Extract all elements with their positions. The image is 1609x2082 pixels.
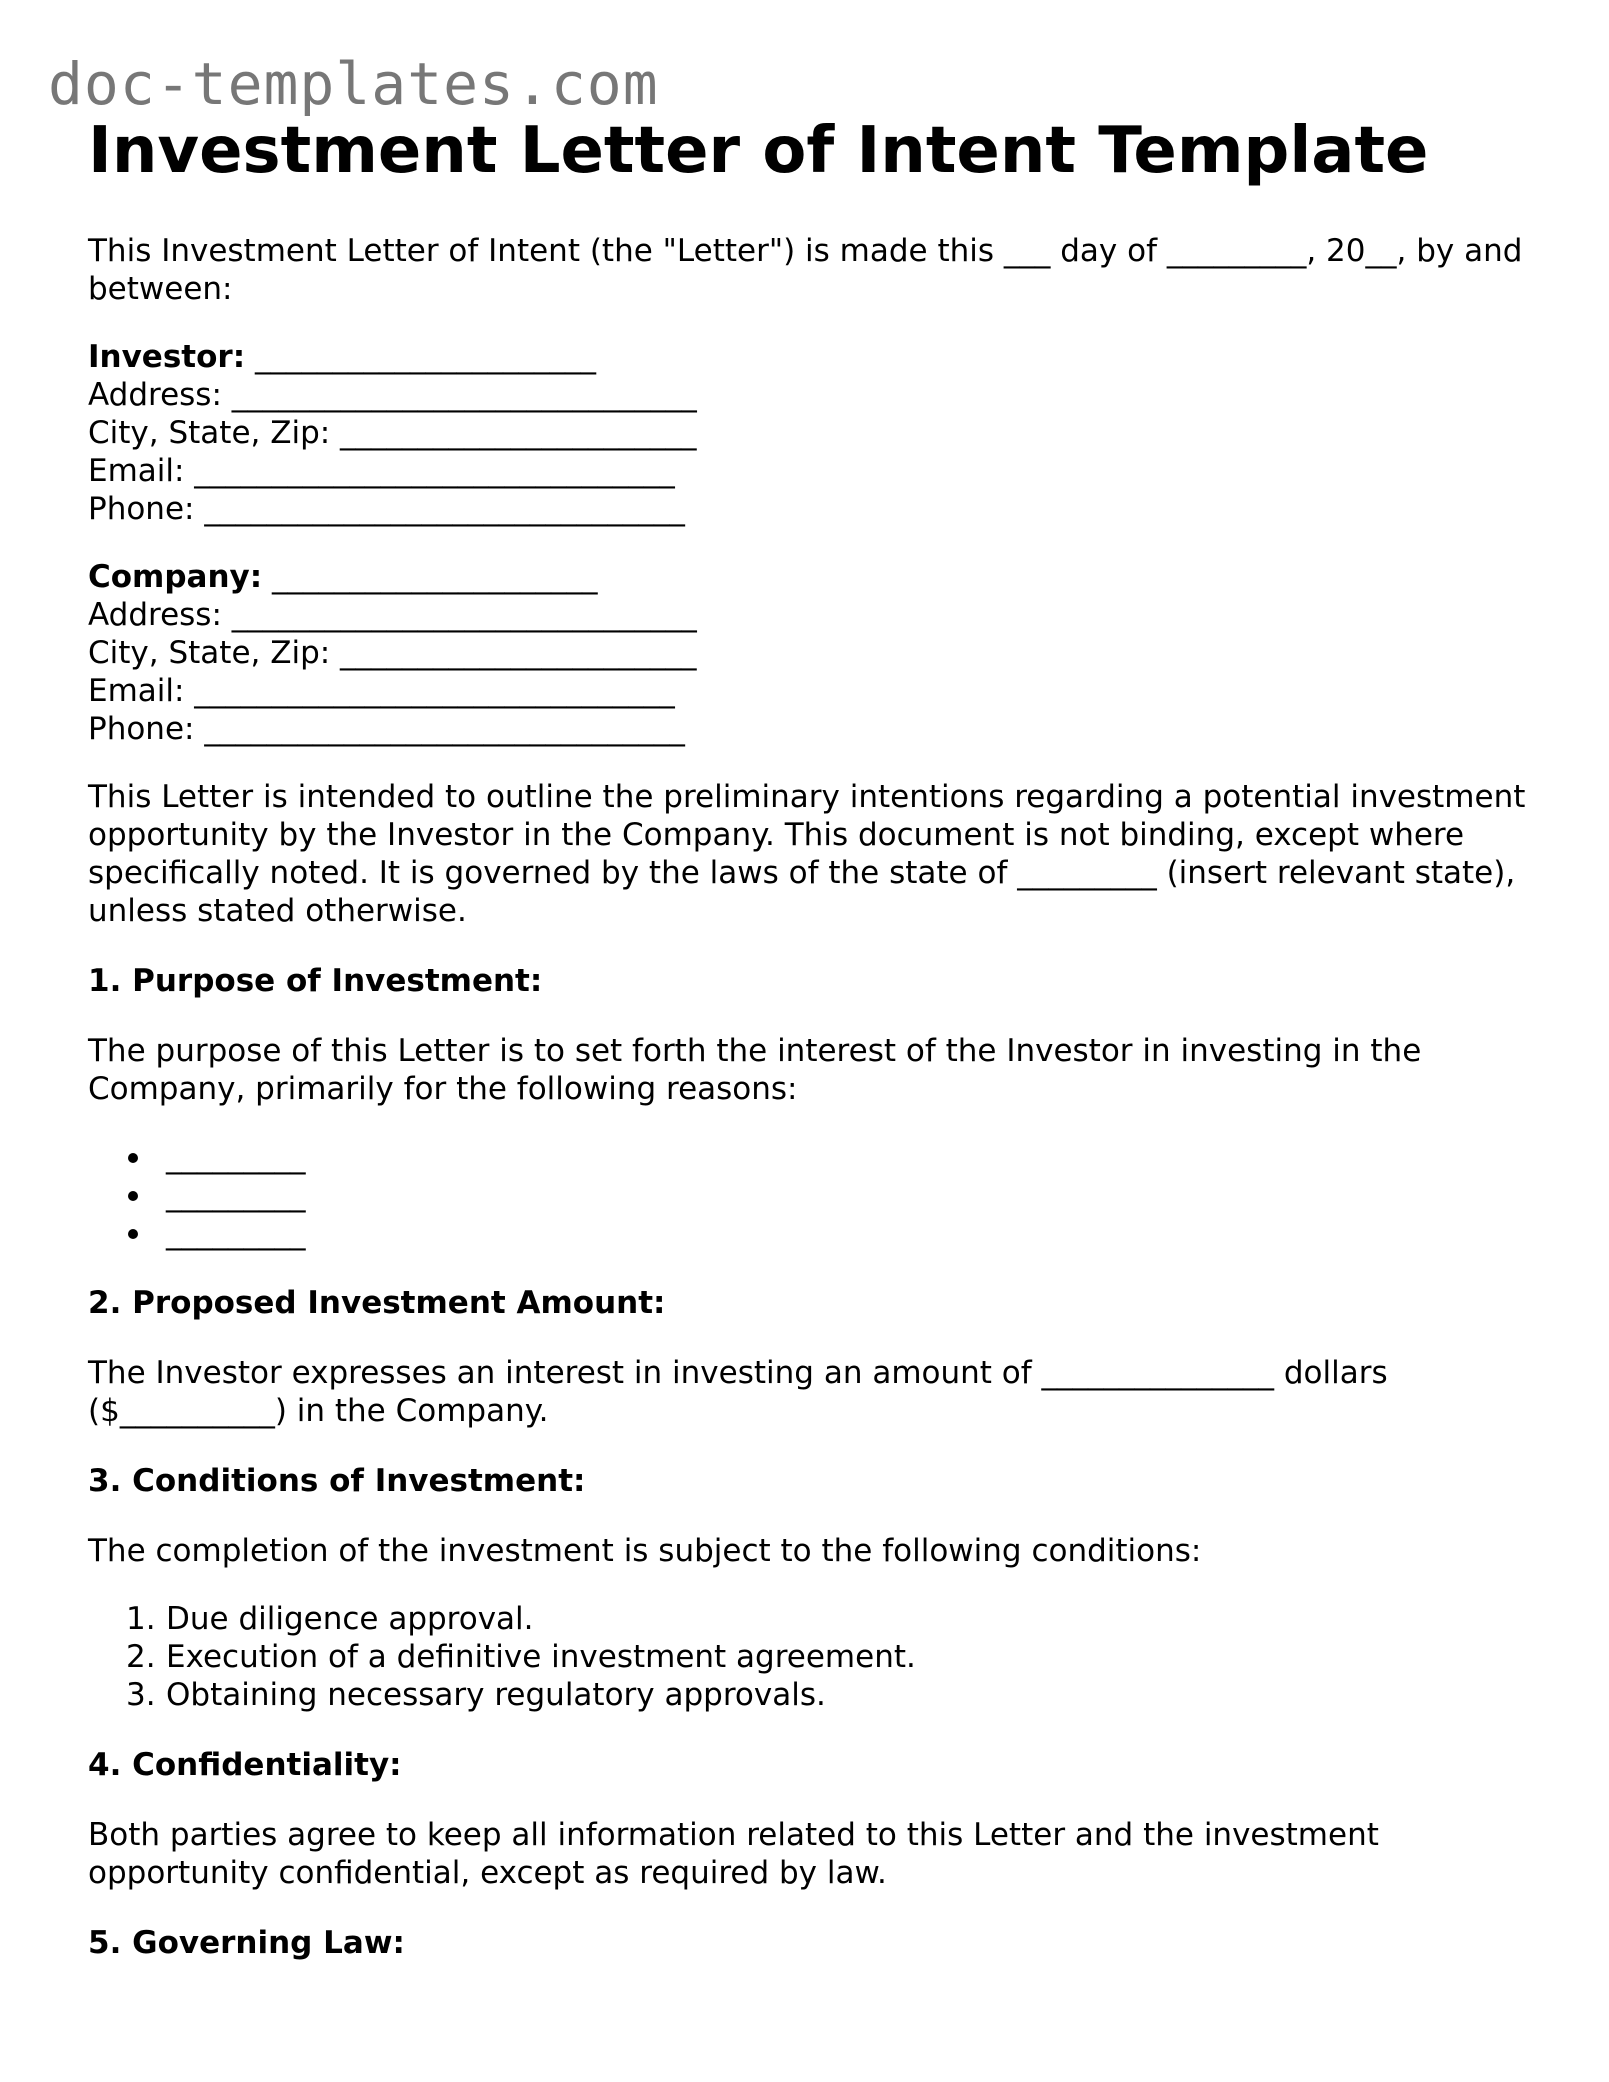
company-phone-line: Phone: _______________________________ xyxy=(88,711,685,747)
investor-city-line: City, State, Zip: _______________________ xyxy=(88,415,697,451)
intro-paragraph: This Investment Letter of Intent (the "Letter") is made this ___ day of _________, 20__, by and between: xyxy=(88,233,1523,307)
confidentiality-paragraph: Both parties agree to keep all information related to this Letter and the investment opportunity confidential, except as required by law. xyxy=(88,1817,1379,1891)
purpose-paragraph: The purpose of this Letter is to set forth the interest of the Investor in investing in the Company, primarily for the following reasons: xyxy=(88,1033,1422,1107)
investor-block xyxy=(88,338,1528,528)
section-heading-governing-law: 5. Governing Law: xyxy=(88,1925,405,1961)
bullet-blank: _________ xyxy=(166,1177,306,1213)
amount-paragraph: The Investor expresses an interest in investing an amount of _______________ dollars ($__________) in the Company. xyxy=(88,1355,1388,1429)
conditions-numbered-list xyxy=(88,1600,1528,1714)
list-item-text: Execution of a definitive investment agreement. xyxy=(166,1639,916,1675)
bullet-icon xyxy=(128,1191,138,1201)
bullet-icon xyxy=(128,1153,138,1163)
company-email-line: Email: _______________________________ xyxy=(88,673,675,709)
section-heading-conditions: 3. Conditions of Investment: xyxy=(88,1463,586,1499)
list-item xyxy=(126,1638,1528,1676)
document-page xyxy=(88,112,1528,1962)
list-item-text: Due diligence approval. xyxy=(166,1601,534,1637)
bullet-icon xyxy=(128,1229,138,1239)
watermark: doc-templates.com xyxy=(48,50,659,118)
company-city-line: City, State, Zip: _______________________ xyxy=(88,635,697,671)
investor-label: Investor: xyxy=(88,339,246,375)
company-name-blank: _____________________ xyxy=(262,559,598,595)
investor-address-line: Address: ______________________________ xyxy=(88,377,697,413)
investor-label-line xyxy=(88,338,1528,376)
investor-phone-line: Phone: _______________________________ xyxy=(88,491,685,527)
list-item xyxy=(166,1214,1528,1252)
conditions-paragraph: The completion of the investment is subject to the following conditions: xyxy=(88,1533,1202,1569)
bullet-blank: _________ xyxy=(166,1215,306,1251)
company-address-line: Address: ______________________________ xyxy=(88,597,697,633)
company-label-line xyxy=(88,558,1528,596)
company-block xyxy=(88,558,1528,748)
page-title: Investment Letter of Intent Template xyxy=(88,114,1429,188)
preamble-paragraph: This Letter is intended to outline the preliminary intentions regarding a potential investment opportunity by the Investor in the Company. This document is not binding, except where specifically noted. It is governed by the laws of the state of _________ (insert relevant state), unless stated otherwise. xyxy=(88,779,1526,929)
investor-name-blank: ______________________ xyxy=(245,339,596,375)
company-label: Company: xyxy=(88,559,263,595)
list-item xyxy=(166,1138,1528,1176)
list-item xyxy=(166,1176,1528,1214)
investor-email-line: Email: _______________________________ xyxy=(88,453,675,489)
list-number: 1. xyxy=(126,1601,156,1637)
list-item xyxy=(126,1600,1528,1638)
section-heading-confidentiality: 4. Confidentiality: xyxy=(88,1747,402,1783)
list-item-text: Obtaining necessary regulatory approvals. xyxy=(166,1677,826,1713)
section-heading-amount: 2. Proposed Investment Amount: xyxy=(88,1285,666,1321)
bullet-blank: _________ xyxy=(166,1139,306,1175)
list-number: 2. xyxy=(126,1639,156,1675)
purpose-bullet-list xyxy=(88,1138,1528,1252)
list-number: 3. xyxy=(126,1677,156,1713)
list-item xyxy=(126,1676,1528,1714)
section-heading-purpose: 1. Purpose of Investment: xyxy=(88,963,543,999)
